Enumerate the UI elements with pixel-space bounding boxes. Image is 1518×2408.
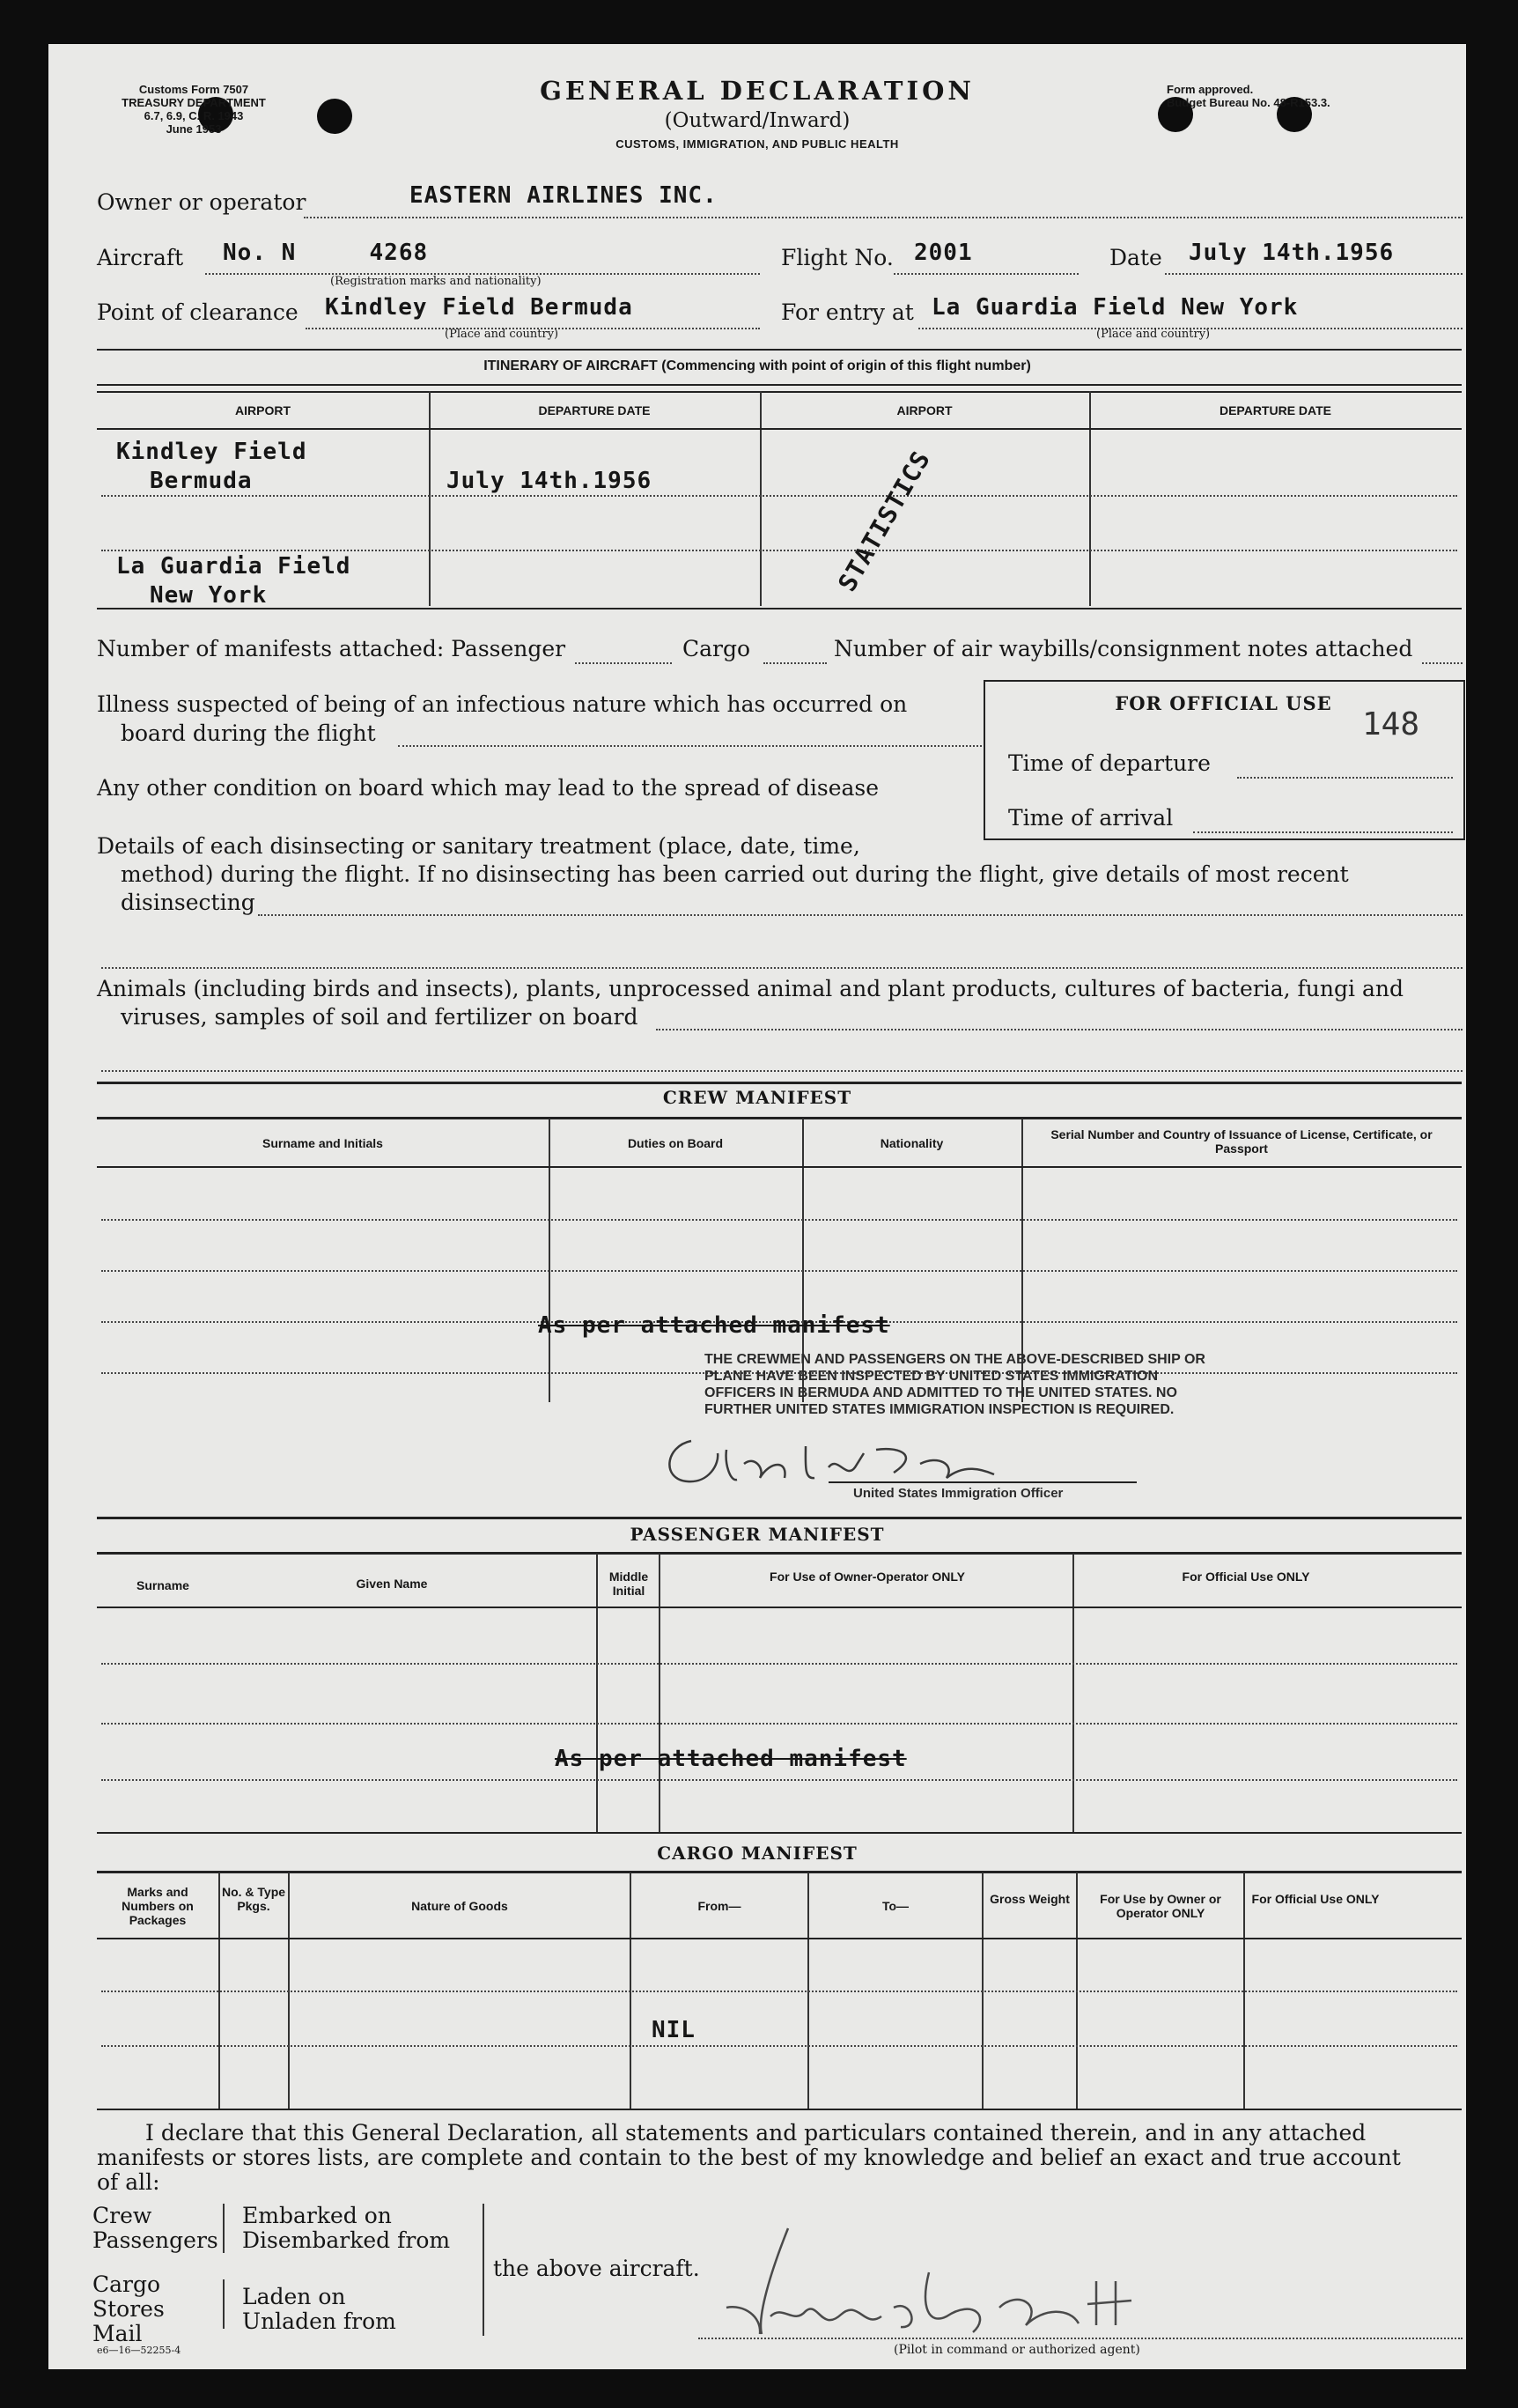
pax-row-line: [101, 1779, 1457, 1781]
cargo-header-weight: Gross Weight: [990, 1892, 1070, 1906]
rule: [97, 608, 1462, 609]
crew-word: Crew: [92, 2203, 152, 2228]
itin-row-line: [101, 495, 1457, 497]
disinsect-line-2: [101, 967, 1463, 969]
cargo-header-marks: Marks and Numbers on Packages: [122, 1885, 194, 1927]
itin-header-date-2: DEPARTURE DATE: [1219, 403, 1332, 417]
embarked-on: Embarked on: [242, 2203, 392, 2228]
crew-pax-group: [92, 2204, 218, 2253]
stamp-line: OFFICERS IN BERMUDA AND ADMITTED TO THE UNITED STATES. NO: [704, 1385, 1177, 1400]
above-aircraft: the above aircraft.: [493, 2256, 700, 2281]
form-date: June 1953: [166, 122, 222, 136]
illness-label-2: board during the flight: [121, 720, 376, 746]
date-value: July 14th.1956: [1189, 240, 1395, 266]
animals-line: [656, 1029, 1463, 1030]
owner-label: Owner or operator: [97, 189, 306, 215]
big-bracket: [483, 2204, 484, 2336]
print-code: e6—16—52255-4: [97, 2345, 181, 2356]
animals-label-2: viruses, samples of soil and fertilizer on board: [121, 1004, 638, 1030]
disembarked-from: Disembarked from: [242, 2227, 451, 2253]
flight-value: 2001: [914, 240, 973, 266]
department: TREASURY DEPARTMENT: [122, 96, 266, 109]
cargo-nil: NIL: [652, 2017, 696, 2043]
crew-header-serial: Serial Number and Country of Issuance of License, Certificate, or Passport: [1050, 1127, 1433, 1156]
rule: [97, 349, 1462, 351]
time-of-arrival-label: Time of arrival: [1008, 805, 1174, 831]
itin-header-airport-1: AIRPORT: [235, 403, 291, 417]
declaration-text-2: manifests or stores lists, are complete and contain to the best of my knowledge and belief an exact and true account: [97, 2145, 1401, 2170]
disinsect-label-3: disinsecting: [121, 890, 255, 915]
cargo-label: Cargo: [682, 636, 751, 661]
col-divider: [1072, 1554, 1074, 1834]
col-divider: [1089, 391, 1091, 606]
bracket: [223, 2279, 225, 2329]
pax-attached-note: As per attached manifest: [555, 1746, 907, 1772]
itin-header-date-1: DEPARTURE DATE: [538, 403, 651, 417]
pilot-caption: (Pilot in command or authorized agent): [894, 2343, 1140, 2357]
flight-label: Flight No.: [781, 245, 894, 270]
rule: [97, 2109, 1462, 2110]
col-divider: [429, 391, 431, 606]
pax-row-line: [101, 1723, 1457, 1725]
crew-attached-note: As per attached manifest: [538, 1312, 890, 1339]
col-divider: [549, 1119, 550, 1402]
entry-value: La Guardia Field New York: [932, 294, 1299, 321]
pax-header-official: For Official Use ONLY: [1182, 1570, 1310, 1584]
animals-label-1: Animals (including birds and insects), plants, unprocessed animal and plant products, cultures of bacteria, fungi and: [97, 976, 1404, 1001]
pax-header-given: Given Name: [356, 1577, 428, 1591]
pax-row-line: [101, 1663, 1457, 1665]
cargo-header-official: For Official Use ONLY: [1251, 1892, 1380, 1906]
stores-word: Stores: [92, 2296, 165, 2322]
disinsect-line: [258, 914, 1463, 916]
rule: [97, 428, 1462, 430]
unladen-from: Unladen from: [242, 2308, 396, 2334]
itin-airport-2-line1: La Guardia Field: [116, 553, 351, 580]
entry-label: For entry at: [781, 299, 914, 325]
passengers-word: Passengers: [92, 2227, 218, 2253]
owner-line: [304, 217, 1463, 218]
cargo-row-line: [101, 1991, 1457, 1992]
pilot-line: [698, 2338, 1463, 2339]
cargo-count-line: [763, 662, 827, 664]
cargo-header-owner: For Use by Owner or Operator ONLY: [1100, 1892, 1221, 1920]
clearance-note: (Place and country): [445, 328, 559, 341]
crew-header-nationality: Nationality: [880, 1136, 944, 1150]
officer-line: [829, 1481, 1137, 1483]
officer-title: United States Immigration Officer: [853, 1486, 1064, 1501]
stamp-line: THE CREWMEN AND PASSENGERS ON THE ABOVE-DESCRIBED SHIP OR: [704, 1352, 1205, 1367]
waybills-count-line: [1422, 662, 1463, 664]
rule: [97, 1552, 1462, 1555]
cargo-word: Cargo: [92, 2271, 161, 2297]
rule: [97, 384, 1462, 386]
date-line: [1165, 273, 1463, 275]
form-number: Customs Form 7507: [138, 83, 249, 96]
crew-row-line: [101, 1270, 1457, 1272]
flight-line: [894, 273, 1079, 275]
cargo-header-to: To—: [881, 1899, 910, 1913]
date-label: Date: [1109, 245, 1162, 270]
pax-header-middle: Middle Initial: [608, 1570, 649, 1598]
page-title: GENERAL DECLARATION: [540, 76, 975, 106]
passenger-manifest-title: PASSENGER MANIFEST: [630, 1524, 885, 1545]
itin-airport-1-line1: Kindley Field: [116, 439, 307, 465]
clearance-value: Kindley Field Bermuda: [325, 294, 633, 321]
waybills-label: Number of air waybills/consignment notes attached: [834, 636, 1413, 661]
aircraft-value: No. N 4268: [223, 240, 429, 266]
itin-airport-1-line2: Bermuda: [150, 468, 253, 494]
statistics-stamp: STATISTICS: [832, 445, 937, 597]
crew-row-line: [101, 1219, 1457, 1221]
crew-header-duties: Duties on Board: [627, 1136, 724, 1150]
clearance-label: Point of clearance: [97, 299, 298, 325]
entry-note: (Place and country): [1096, 328, 1211, 341]
itin-date-1: July 14th.1956: [446, 468, 652, 494]
bracket: [223, 2204, 225, 2253]
cargo-group: [92, 2272, 165, 2346]
owner-value: EASTERN AIRLINES INC.: [409, 182, 718, 209]
time-of-departure-label: Time of departure: [1008, 750, 1211, 776]
laden-group: [242, 2285, 396, 2334]
illness-line: [398, 745, 985, 747]
cargo-header-pkgs: No. & Type Pkgs.: [221, 1885, 286, 1913]
other-condition-label: Any other condition on board which may lead to the spread of disease: [97, 775, 880, 801]
immigration-stamp: [704, 1351, 1205, 1418]
declaration-text-3: of all:: [97, 2169, 160, 2195]
itin-airport-2-line2: New York: [150, 582, 268, 609]
illness-label-1: Illness suspected of being of an infectious nature which has occurred on: [97, 691, 908, 717]
arrival-line: [1193, 831, 1453, 833]
pax-header-owner: For Use of Owner-Operator ONLY: [770, 1570, 965, 1584]
declaration-form: [48, 44, 1466, 2369]
pax-header-surname: Surname: [136, 1578, 189, 1592]
rule: [97, 1607, 1462, 1608]
page-subtitle-2: CUSTOMS, IMMIGRATION, AND PUBLIC HEALTH: [615, 137, 899, 151]
rule: [97, 1517, 1462, 1519]
departure-line: [1237, 777, 1453, 779]
crew-manifest-title: CREW MANIFEST: [662, 1087, 852, 1108]
page-subtitle: (Outward/Inward): [664, 109, 851, 132]
rule: [97, 1938, 1462, 1939]
crew-header-surname: Surname and Initials: [262, 1136, 383, 1150]
pilot-signature: [709, 2220, 1237, 2352]
embark-group: [242, 2204, 450, 2253]
rule: [97, 1832, 1462, 1834]
itinerary-title: ITINERARY OF AIRCRAFT (Commencing with point of origin of this flight number): [483, 358, 1031, 373]
cargo-header-goods: Nature of Goods: [411, 1899, 508, 1913]
regulation: 6.7, 6.9, C. R. 1943: [144, 109, 244, 122]
approval-block: [1167, 83, 1431, 109]
declaration-text-1: I declare that this General Declaration, all statements and particulars contained therein, and in any attached: [145, 2120, 1367, 2146]
disinsect-label-1: Details of each disinsecting or sanitary treatment (place, date, time,: [97, 833, 860, 859]
cargo-row-line: [101, 2045, 1457, 2047]
passenger-count-line: [575, 662, 672, 664]
col-divider: [760, 391, 762, 606]
rule: [97, 1166, 1462, 1168]
aircraft-label: Aircraft: [97, 245, 184, 270]
official-number: 148: [1362, 706, 1420, 742]
rule: [97, 1871, 1462, 1873]
budget-bureau: Budget Bureau No. 48-R153.3.: [1167, 96, 1330, 109]
manifests-label: Number of manifests attached: Passenger: [97, 636, 566, 661]
form-approved: Form approved.: [1167, 83, 1254, 96]
rule: [97, 391, 1462, 393]
itin-row-line: [101, 550, 1457, 551]
animals-line-2: [101, 1070, 1463, 1072]
rule: [97, 1082, 1462, 1084]
official-use-title: FOR OFFICIAL USE: [1115, 692, 1332, 714]
stamp-line: FURTHER UNITED STATES IMMIGRATION INSPECTION IS REQUIRED.: [704, 1402, 1175, 1417]
disinsect-label-2: method) during the flight. If no disinsecting has been carried out during the flight, give details of most recent: [121, 861, 1349, 887]
aircraft-note: (Registration marks and nationality): [330, 275, 542, 288]
cargo-manifest-title: CARGO MANIFEST: [657, 1843, 858, 1864]
rule: [97, 1117, 1462, 1119]
stamp-line: PLANE HAVE BEEN INSPECTED BY UNITED STATES IMMIGRATION: [704, 1369, 1158, 1384]
mail-word: Mail: [92, 2321, 143, 2346]
cargo-header-from: From—: [697, 1899, 741, 1913]
itin-header-airport-2: AIRPORT: [896, 403, 953, 417]
laden-on: Laden on: [242, 2284, 346, 2309]
